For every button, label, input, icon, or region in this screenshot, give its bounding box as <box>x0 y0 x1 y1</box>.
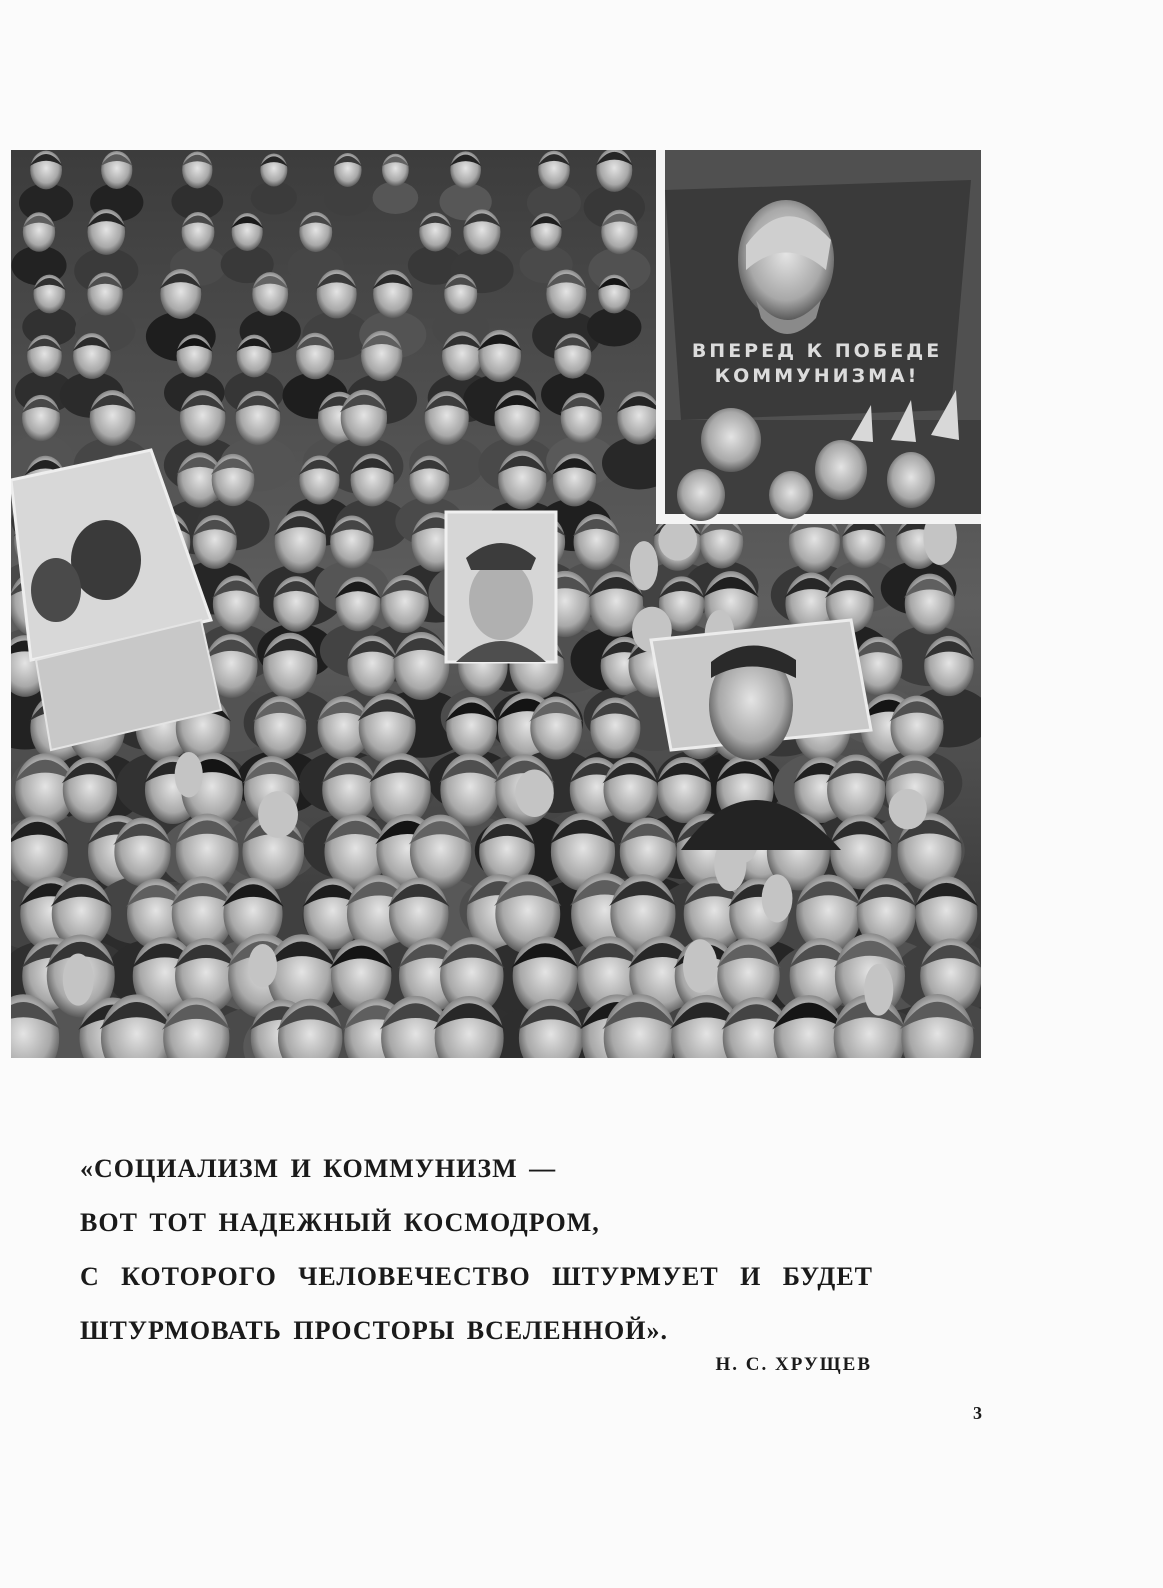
raised-hand <box>175 752 203 797</box>
raised-hand <box>683 939 717 992</box>
quote-line-2: ВОТ ТОТ НАДЕЖНЫЙ КОСМОДРОМ, <box>80 1208 600 1237</box>
banner-slogan-line-2: КОММУНИЗМА! <box>714 365 920 387</box>
raised-hand <box>515 770 554 817</box>
raised-hand <box>658 520 697 561</box>
raised-hand <box>248 944 277 988</box>
quote-line-3: С КОТОРОГО ЧЕЛОВЕЧЕСТВО ШТУРМУЕТ И БУДЕТ <box>80 1262 873 1291</box>
portrait-sign-center <box>446 512 556 662</box>
quote-line-4: ШТУРМОВАТЬ ПРОСТОРЫ ВСЕЛЕННОЙ». <box>80 1316 668 1345</box>
raised-hand <box>258 791 298 838</box>
raised-hand <box>762 874 793 922</box>
page-number: 3 <box>973 1403 982 1423</box>
quote-line-1: «СОЦИАЛИЗМ И КОММУНИЗМ — <box>80 1154 557 1183</box>
raised-hand <box>630 541 658 590</box>
crowd-photograph-drawing <box>11 150 981 1058</box>
banner-slogan-line-1: ВПЕРЕД К ПОБЕДЕ <box>691 340 943 362</box>
crowd-photograph <box>11 150 981 1058</box>
crowd-person-body <box>373 181 419 214</box>
inset-photo <box>656 150 981 524</box>
raised-hand <box>864 964 893 1016</box>
quote-block <box>80 1142 910 1358</box>
crowd-person-body <box>587 308 641 347</box>
raised-hand <box>63 954 94 1006</box>
crowd-person-body <box>324 182 371 216</box>
raised-hand <box>889 789 927 829</box>
quote-author: Н. С. ХРУЩЕВ <box>715 1354 872 1375</box>
